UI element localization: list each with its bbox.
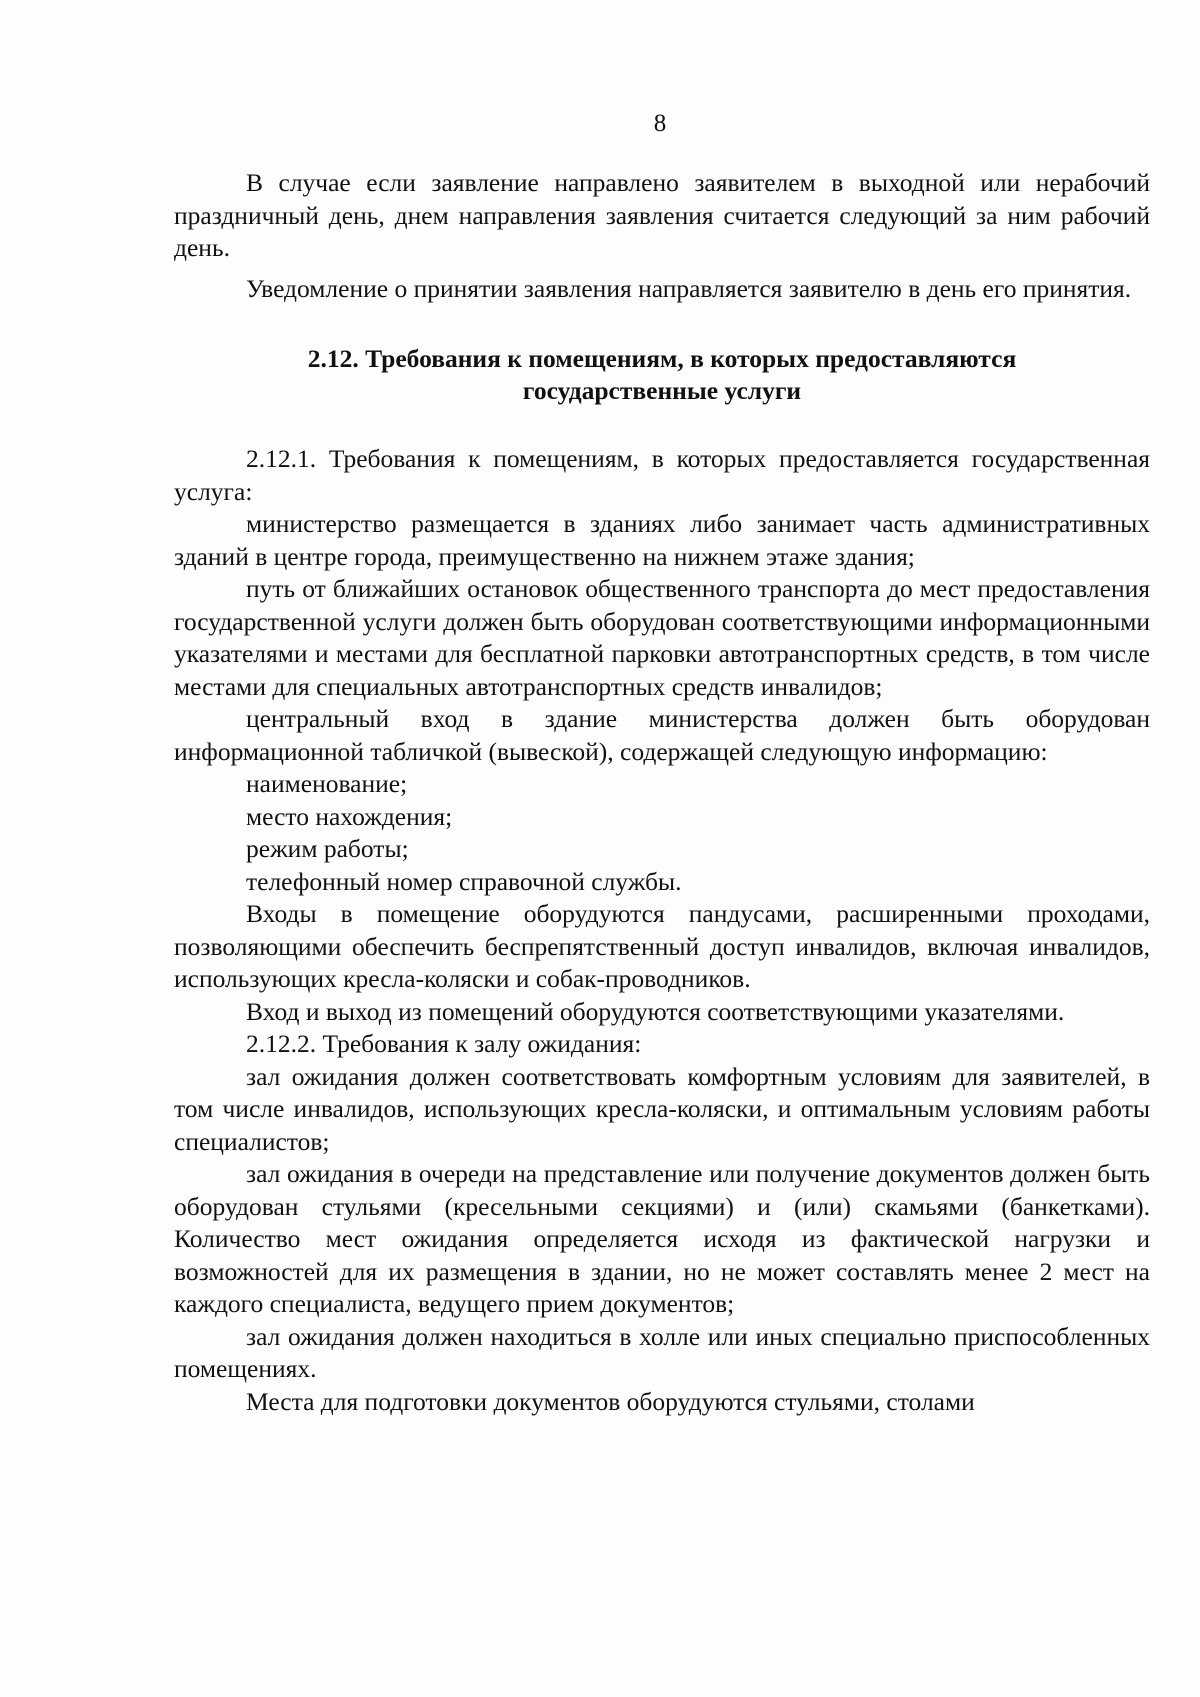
section-heading xyxy=(174,343,1150,407)
section-heading-line: государственные услуги xyxy=(522,376,802,405)
paragraph: путь от ближайших остановок общественного транспорта до мест предоставления государственной услуги должен быть оборудован соответствующими информационными указателями и местами для бесплатной парковки автотранспортных средств, в том числе местами для специальных автотранспортных средств инвалидов; xyxy=(174,574,1150,701)
list-item: наименование; xyxy=(246,769,408,798)
paragraph: В случае если заявление направлено заявителем в выходной или нерабочий праздничный день, днем направления заявления считается следующий за ним рабочий день. xyxy=(174,168,1150,262)
paragraph: министерство размещается в зданиях либо занимает часть административных зданий в центре города, преимущественно на нижнем этаже здания; xyxy=(174,509,1150,571)
paragraph: Вход и выход из помещений оборудуются соответствующими указателями. xyxy=(246,996,1065,1026)
paragraph: 2.12.2. Требования к залу ожидания: xyxy=(246,1029,642,1058)
paragraph: зал ожидания в очереди на представление или получение документов должен быть оборудован стульями (кресельными секциями) и (или) скамьями (банкетками). Количество мест ожидания определяется исходя из фактической нагрузки и возможностей для их размещения в здании, но не может составлять менее 2 мест на каждого специалиста, ведущего прием документов; xyxy=(174,1159,1150,1318)
paragraph: зал ожидания должен находиться в холле или иных специально приспособленных помещениях. xyxy=(174,1321,1150,1383)
document-body xyxy=(174,167,1150,1418)
paragraph: Места для подготовки документов оборудуются стульями, столами xyxy=(246,1386,975,1416)
list-item: место нахождения; xyxy=(246,801,453,831)
paragraph: 2.12.1. Требования к помещениям, в которых предоставляется государственная услуга: xyxy=(174,444,1150,506)
paragraph: Входы в помещение оборудуются пандусами, расширенными проходами, позволяющими обеспечить беспрепятственный доступ инвалидов, включая инвалидов, использующих кресла-коляски и собак-проводников. xyxy=(174,899,1150,993)
paragraph: Уведомление о принятии заявления направляется заявителю в день его принятия. xyxy=(246,273,1132,303)
page-number: 8 xyxy=(653,110,667,137)
list-item: телефонный номер справочной службы. xyxy=(246,866,682,896)
section-heading-line: 2.12. Требования к помещениям, в которых предоставляются xyxy=(307,344,1017,373)
paragraph: зал ожидания должен соответствовать комфортным условиям для заявителей, в том числе инвалидов, использующих кресла-коляски, и оптимальным условиям работы специалистов; xyxy=(174,1061,1150,1156)
paragraph: центральный вход в здание министерства должен быть оборудован информационной табличкой (вывеской), содержащей следующую информацию: xyxy=(174,704,1150,766)
list-item: режим работы; xyxy=(246,834,409,863)
